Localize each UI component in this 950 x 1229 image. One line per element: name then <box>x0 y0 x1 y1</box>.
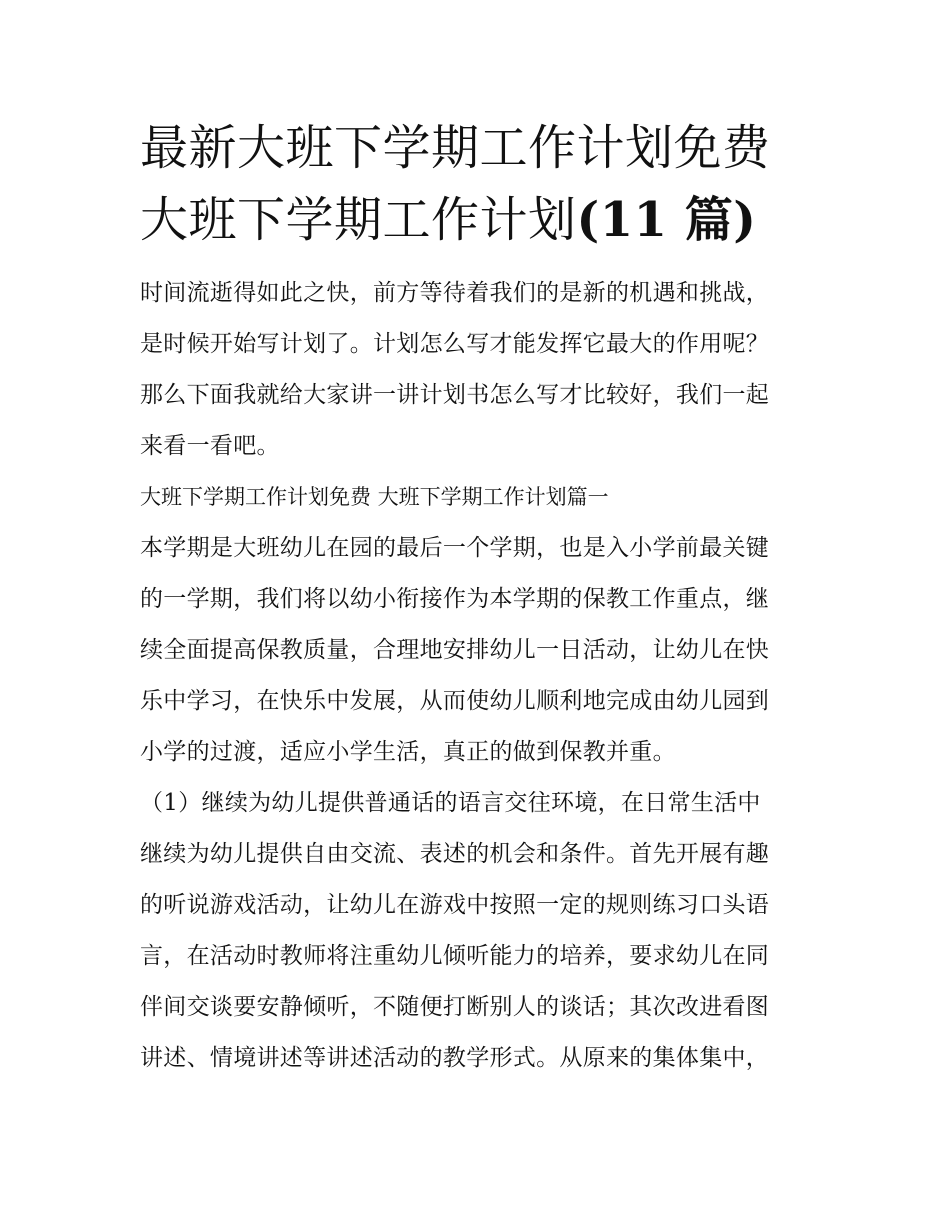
title-line-2-suffix: (11 篇) <box>576 192 757 248</box>
section-line: 续全面提高保教质量，合理地安排幼儿一日活动，让幼儿在快 <box>140 637 770 663</box>
section-line: 乐中学习，在快乐中发展，从而使幼儿顺利地完成由幼儿园到 <box>140 688 770 714</box>
item-line: 讲述、情境讲述等讲述活动的教学形式。从原来的集体集中， <box>140 1045 770 1071</box>
item-line: 继续为幼儿提供自由交流、表述的机会和条件。首先开展有趣 <box>140 841 770 867</box>
title-line-1: 最新大班下学期工作计划免费 <box>140 120 771 176</box>
intro-line: 那么下面我就给大家讲一讲计划书怎么写才比较好，我们一起 <box>140 382 770 408</box>
intro-line: 时间流逝得如此之快，前方等待着我们的是新的机遇和挑战， <box>140 280 770 306</box>
intro-paragraph <box>140 268 820 472</box>
section-line: 小学的过渡，适应小学生活，真正的做到保教并重。 <box>140 739 676 765</box>
intro-line: 是时候开始写计划了。计划怎么写才能发挥它最大的作用呢？ <box>140 331 770 357</box>
item-1-paragraph <box>140 778 820 1084</box>
intro-line: 来看一看吧。 <box>140 433 280 459</box>
section-line: 的一学期，我们将以幼小衔接作为本学期的保教工作重点，继 <box>140 586 770 612</box>
item-line: 的听说游戏活动，让幼儿在游戏中按照一定的规则练习口头语 <box>140 892 770 918</box>
item-line: 伴间交谈要安静倾听，不随便打断别人的谈话；其次改进看图 <box>140 994 770 1020</box>
item-line: （1）继续为幼儿提供普通话的语言交往环境，在日常生活中 <box>140 790 761 816</box>
title-line-2-prefix: 大班下学期工作计划 <box>140 192 577 248</box>
section-line: 本学期是大班幼儿在园的最后一个学期，也是入小学前最关键 <box>140 535 770 561</box>
section-heading: 大班下学期工作计划免费 大班下学期工作计划篇一 <box>140 485 609 509</box>
document-title <box>140 112 820 256</box>
section-paragraph <box>140 523 820 778</box>
document-page <box>140 112 820 1084</box>
item-line: 言，在活动时教师将注重幼儿倾听能力的培养，要求幼儿在同 <box>140 943 770 969</box>
